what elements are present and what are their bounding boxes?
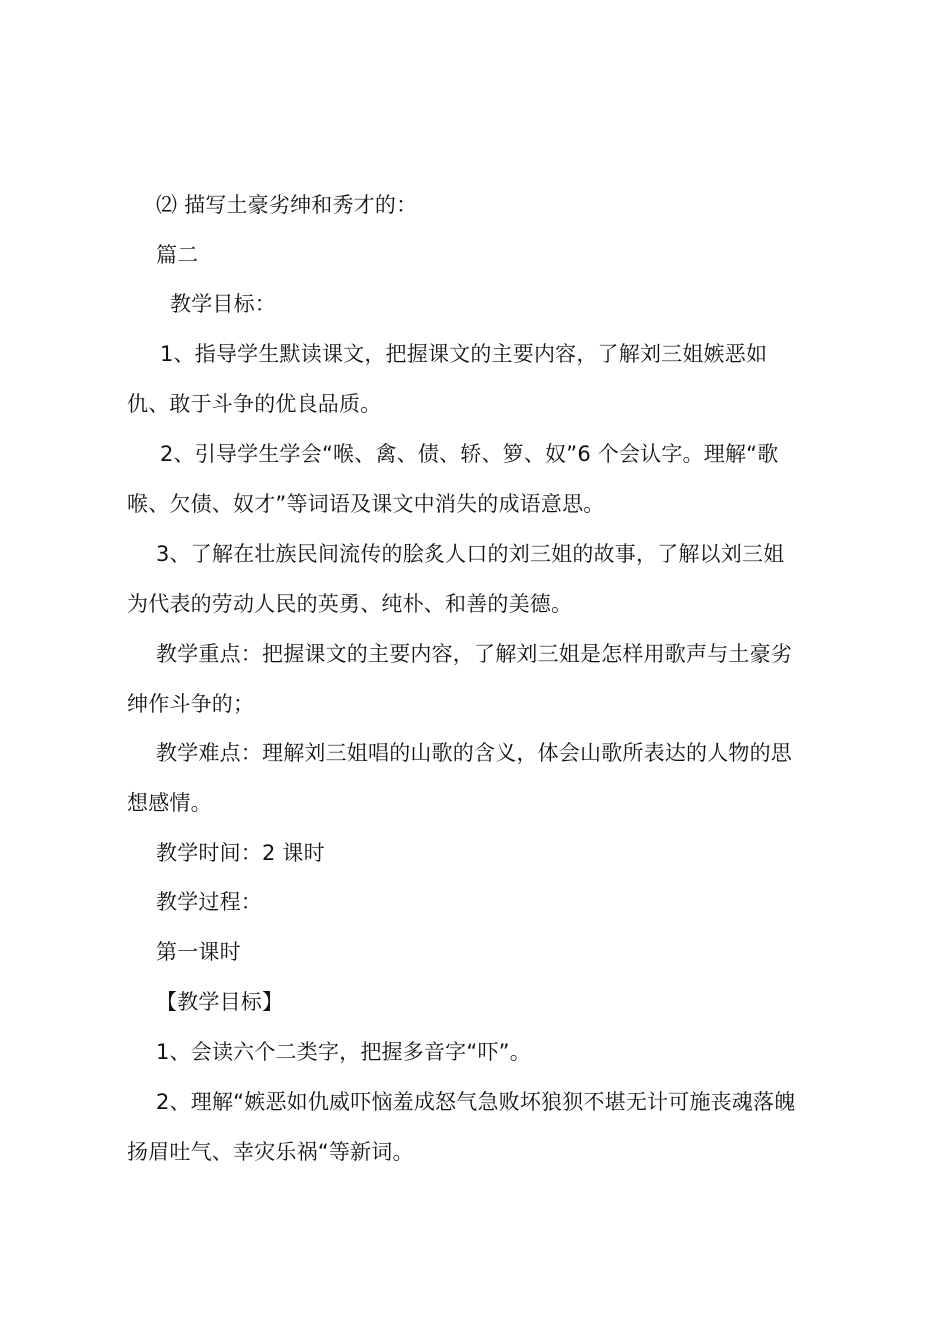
text-line: 想感情。 [127, 791, 212, 815]
section-heading: 第一课时 [156, 940, 241, 964]
text-line: 【教学目标】 [156, 990, 284, 1014]
section-heading: 篇二 [156, 243, 199, 267]
text-line: 教学重点：把握课文的主要内容，了解刘三姐是怎样用歌声与土豪劣 [156, 642, 792, 666]
text-line: 绅作斗争的； [127, 692, 255, 716]
text-line: 教学目标： [170, 292, 276, 316]
text-line: 1、会读六个二类字，把握多音字“吓”。 [156, 1040, 531, 1064]
text-line: 教学时间：2 课时 [156, 841, 325, 865]
text-line: 仇、敢于斗争的优良品质。 [127, 392, 382, 416]
text-line: 2、引导学生学会“喉、禽、债、轿、箩、奴”6 个会认字。理解“歌 [160, 442, 779, 466]
text-line: 3、了解在壮族民间流传的脍炙人口的刘三姐的故事，了解以刘三姐 [156, 542, 785, 566]
text-line: 教学难点：理解刘三姐唱的山歌的含义，体会山歌所表达的人物的思 [156, 741, 792, 765]
text-line: 教学过程： [156, 890, 262, 914]
text-line: 喉、欠债、奴才”等词语及课文中消失的成语意思。 [127, 492, 605, 516]
text-line: 2、理解“嫉恶如仇威吓恼羞成怒气急败坏狼狈不堪无计可施丧魂落魄 [156, 1090, 796, 1114]
text-line: 为代表的劳动人民的英勇、纯朴、和善的美德。 [127, 592, 573, 616]
text-line: ⑵ 描写土豪劣绅和秀才的： [156, 193, 418, 217]
text-line: 扬眉吐气、幸灾乐祸“等新词。 [127, 1140, 414, 1164]
text-line: 1、指导学生默读课文，把握课文的主要内容，了解刘三姐嫉恶如 [160, 342, 768, 366]
